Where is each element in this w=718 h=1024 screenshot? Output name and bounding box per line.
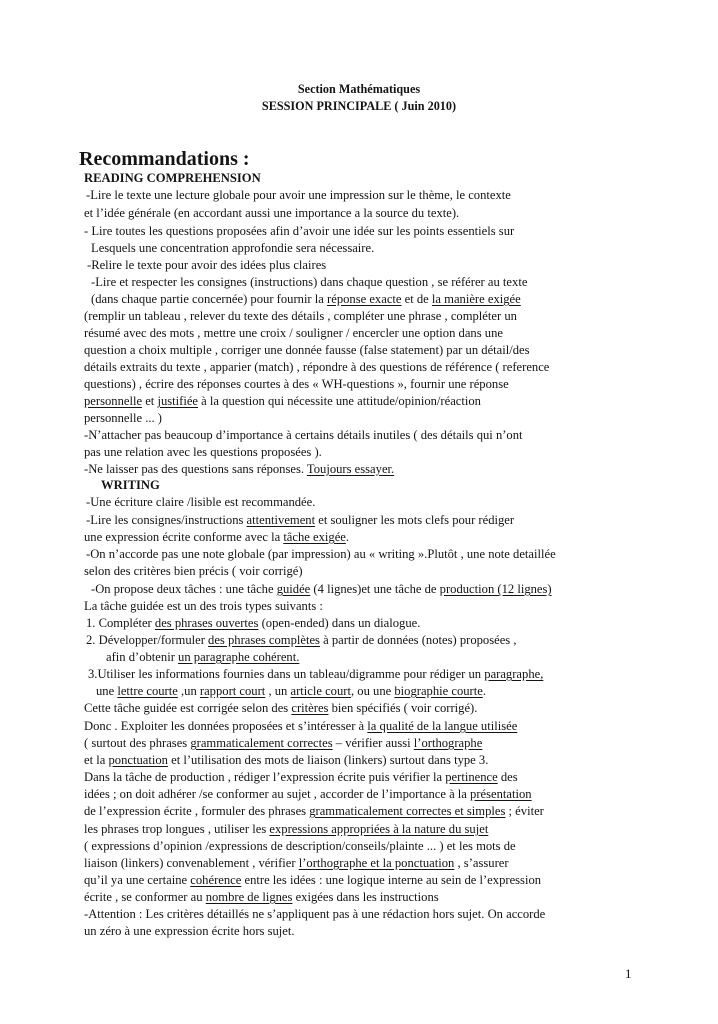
text-span: – vérifier aussi (332, 736, 414, 750)
underlined-text: critères (291, 701, 329, 715)
text-span: ,un (177, 684, 200, 698)
text-span: écrite , se conformer au (84, 890, 206, 904)
text-span: -N’attacher pas beaucoup d’importance à certains détails inutiles ( des détails qui n’ont (84, 428, 523, 442)
text-line (84, 410, 162, 426)
text-line (84, 205, 459, 221)
text-span: (dans chaque partie concernée) pour fournir la (91, 292, 328, 306)
underlined-text: Toujours essayer. (306, 462, 395, 476)
underlined-text: l’orthographe (413, 736, 483, 750)
text-line (86, 632, 517, 648)
text-line (84, 872, 541, 888)
text-span: Donc . Exploiter les données proposées et s’intéresser à (84, 719, 368, 733)
text-line (84, 735, 482, 751)
text-line (84, 308, 517, 324)
underlined-text: l’orthographe et la ponctuation (298, 856, 455, 870)
text-line (84, 718, 517, 734)
text-span: (4 lignes)et une tâche de (310, 582, 440, 596)
text-span: , ou une (350, 684, 395, 698)
text-span: à la question qui nécessite une attitude/opinion/réaction (198, 394, 481, 408)
text-span: et la (84, 753, 109, 767)
text-line (84, 821, 488, 837)
text-line (84, 786, 532, 802)
text-line (86, 494, 315, 510)
text-line (91, 274, 527, 290)
text-span: qu’il ya une certaine (84, 873, 191, 887)
text-line (84, 359, 549, 375)
subsection-heading (84, 170, 261, 186)
text-span: exigées dans les instructions (292, 890, 439, 904)
underlined-text: rapport court (199, 684, 266, 698)
text-line (84, 923, 295, 939)
text-line (84, 752, 488, 768)
text-line (86, 512, 514, 528)
text-span: entre les idées : une logique interne au sein de l’expression (241, 873, 542, 887)
text-span: (remplir un tableau , relever du texte des détails , compléter une phrase , compléter un (84, 309, 517, 323)
text-span: Cette tâche guidée est corrigée selon des (84, 701, 292, 715)
text-line (84, 838, 516, 854)
text-line (84, 325, 503, 341)
text-span: , s’assurer (454, 856, 509, 870)
underlined-text: production (12 lignes) (439, 582, 552, 596)
text-span: un zéro à une expression écrite hors sujet. (84, 924, 295, 938)
page-number: 1 (625, 966, 632, 981)
text-line (84, 376, 509, 392)
text-line (106, 649, 299, 665)
underlined-text: ponctuation (108, 753, 168, 767)
text-span: ; éviter (505, 804, 544, 818)
text-span: ( expressions d’opinion /expressions de description/conseils/plainte ... ) et les mots de (84, 839, 516, 853)
text-span: les phrases trop longues , utiliser les (84, 822, 270, 836)
text-span: idées ; on doit adhérer /se conformer au sujet , accorder de l’importance à la (84, 787, 471, 801)
text-span: (open-ended) dans un dialogue. (258, 616, 421, 630)
text-span: 3.Utiliser les informations fournies dans un tableau/digramme pour rédiger un (88, 667, 485, 681)
text-line (84, 906, 545, 922)
text-line (84, 529, 349, 545)
text-line (84, 427, 523, 443)
underlined-text: des phrases complètes (208, 633, 320, 647)
underlined-text: cohérence (190, 873, 242, 887)
underlined-text: expressions appropriées à la nature du sujet (269, 822, 489, 836)
underlined-text: biographie courte (394, 684, 483, 698)
page-title: Recommandations : (79, 148, 250, 170)
underlined-text: attentivement (246, 513, 316, 527)
text-span: - Lire toutes les questions proposées afin d’avoir une idée sur les points essentiels sur (84, 224, 515, 238)
text-span: personnelle ... ) (84, 411, 162, 425)
text-span: -Lire les consignes/instructions (86, 513, 247, 527)
underlined-text: pertinence (445, 770, 498, 784)
text-span: -Relire le texte pour avoir des idées plus claires (87, 258, 327, 272)
underlined-text: la manière exigée (431, 292, 521, 306)
text-line (86, 615, 420, 631)
text-line (88, 666, 543, 682)
underlined-text: personnelle (84, 394, 143, 408)
text-line (96, 683, 486, 699)
text-span: et (142, 394, 158, 408)
text-line (84, 461, 394, 477)
text-line (91, 240, 374, 256)
text-span: , un (265, 684, 291, 698)
text-span: à partir de données (notes) proposées , (319, 633, 517, 647)
text-span: afin d’obtenir (106, 650, 179, 664)
underlined-text: guidée (276, 582, 311, 596)
text-line (84, 700, 477, 716)
text-line (84, 889, 439, 905)
text-span: bien spécifiés ( voir corrigé). (328, 701, 478, 715)
underlined-text: nombre de lignes (205, 890, 293, 904)
underlined-text: tâche exigée (283, 530, 346, 544)
text-span: et l’idée générale (en accordant aussi une importance a la source du texte). (84, 206, 460, 220)
subsection-heading (101, 477, 160, 493)
text-span: des (497, 770, 518, 784)
underlined-text: réponse exacte (327, 292, 402, 306)
text-span: -On propose deux tâches : une tâche (91, 582, 277, 596)
underlined-text: lettre courte (117, 684, 178, 698)
text-span: -Lire et respecter les consignes (instructions) dans chaque question , se référer au texte (91, 275, 528, 289)
text-span: une expression écrite conforme avec la (84, 530, 284, 544)
text-span: 2. Développer/formuler (86, 633, 209, 647)
underlined-text: article court (290, 684, 351, 698)
text-span: de l’expression écrite , formuler des phrases (84, 804, 310, 818)
text-line (91, 291, 521, 307)
text-span: et souligner les mots clefs pour rédiger (315, 513, 515, 527)
text-line (91, 581, 552, 597)
text-line (84, 563, 303, 579)
text-span: WRITING (101, 478, 160, 492)
text-line (84, 223, 514, 239)
text-span: question a choix multiple , corriger une donnée fausse (false statement) par un détail/des (84, 343, 530, 357)
text-line (86, 546, 556, 562)
text-line (84, 769, 518, 785)
text-span: La tâche guidée est un des trois types suivants : (84, 599, 323, 613)
text-line (84, 393, 481, 409)
session-heading: SESSION PRINCIPALE ( Juin 2010) (261, 99, 457, 113)
underlined-text: présentation (470, 787, 532, 801)
underlined-text: des phrases ouvertes (154, 616, 259, 630)
text-line (87, 257, 326, 273)
text-span: détails extraits du texte , apparier (match) , répondre à des questions de référence ( reference (84, 360, 550, 374)
text-span: ( surtout des phrases (84, 736, 191, 750)
text-span: et de (401, 292, 432, 306)
underlined-text: paragraphe, (484, 667, 544, 681)
text-span: une (96, 684, 118, 698)
section-heading: Section Mathématiques (297, 82, 421, 96)
text-span: . (345, 530, 350, 544)
text-span: -Ne laisser pas des questions sans réponses. (84, 462, 307, 476)
text-span: Dans la tâche de production , rédiger l’expression écrite puis vérifier la (84, 770, 446, 784)
underlined-text: grammaticalement correctes (190, 736, 333, 750)
text-span: pas une relation avec les questions proposées ). (84, 445, 322, 459)
text-span: Lesquels une concentration approfondie sera nécessaire. (91, 241, 375, 255)
text-line (84, 598, 323, 614)
text-span: -Attention : Les critères détaillés ne s’appliquent pas à une rédaction hors sujet. On accorde (84, 907, 546, 921)
underlined-text: grammaticalement correctes et simples (309, 804, 506, 818)
text-span: et l’utilisation des mots de liaison (linkers) surtout dans type 3. (167, 753, 489, 767)
underlined-text: justifiée (157, 394, 199, 408)
text-line (84, 444, 322, 460)
text-span: . (482, 684, 486, 698)
text-span: résumé avec des mots , mettre une croix / souligner / encercler une option dans une (84, 326, 503, 340)
underlined-text: la qualité de la langue utilisée (367, 719, 518, 733)
text-span: selon des critères bien précis ( voir corrigé) (84, 564, 303, 578)
text-span: -Lire le texte une lecture globale pour avoir une impression sur le thème, le contexte (86, 188, 511, 202)
text-span: questions) , écrire des réponses courtes à des « WH-questions », fournir une réponse (84, 377, 509, 391)
text-line (86, 187, 511, 203)
text-line (84, 855, 509, 871)
text-span: liaison (linkers) convenablement , vérifier (84, 856, 299, 870)
text-span: READING COMPREHENSION (84, 171, 261, 185)
underlined-text: un paragraphe cohérent. (178, 650, 300, 664)
text-line (84, 803, 544, 819)
text-span: -Une écriture claire /lisible est recommandée. (86, 495, 316, 509)
text-span: -On n’accorde pas une note globale (par impression) au « writing ».Plutôt , une note detaillée (86, 547, 556, 561)
text-span: 1. Compléter (86, 616, 155, 630)
text-line (84, 342, 530, 358)
